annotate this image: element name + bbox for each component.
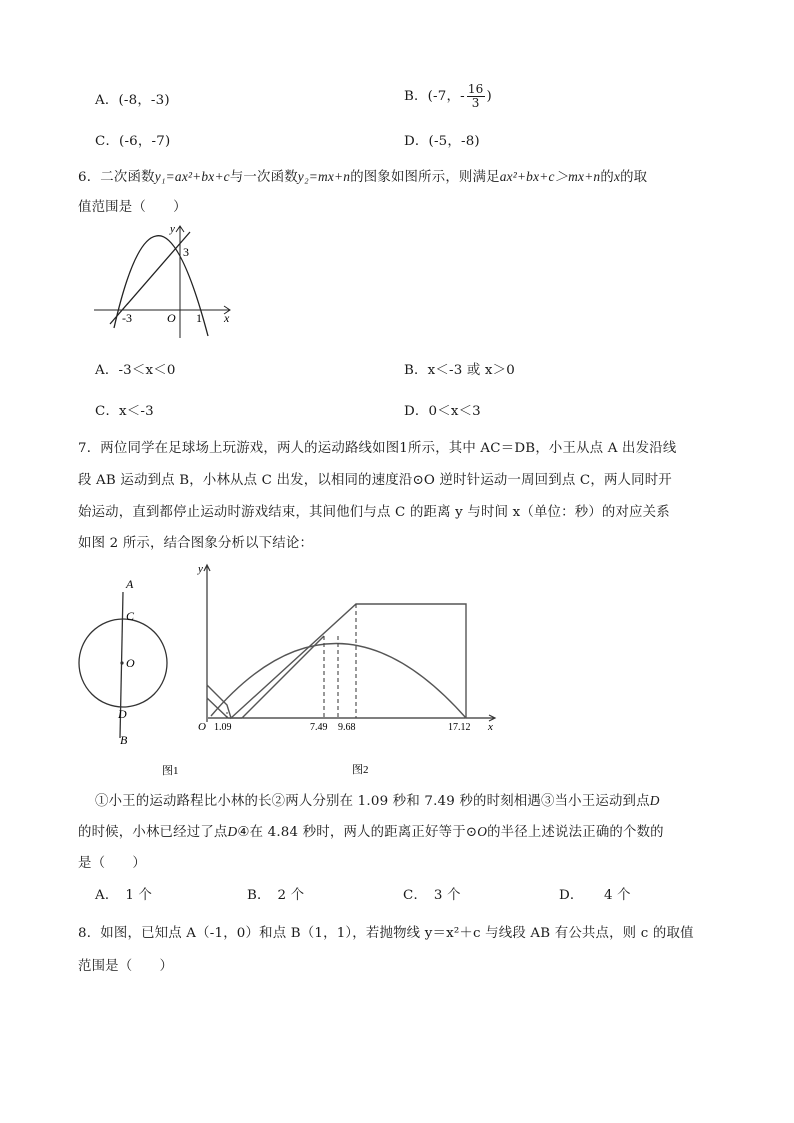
tick-label-17-12: 17.12 [448, 722, 471, 733]
point-d-label: D [649, 793, 660, 808]
q6-formula-y1: y₁=ax²+bx+c [154, 169, 230, 184]
q5-option-b-fraction [467, 83, 485, 110]
label-1: 1 [196, 311, 202, 325]
q6-option-a: A．-3＜x＜0 [95, 363, 176, 378]
q6-text: 与一次函数 [229, 170, 298, 185]
q7-stem-line3: 始运动，直到都停止运动时游戏结束，其间他们与点 C 的距离 y 与时间 x（单位：秒）的对应关系 [78, 505, 670, 520]
q6-text: 的取 [620, 170, 648, 185]
q6-text: 6．二次函数 [78, 170, 155, 185]
q7-figure2 [190, 560, 500, 778]
fraction-denominator: 3 [471, 96, 480, 110]
fraction-numerator: 16 [467, 82, 484, 96]
figure1-caption: 图1 [162, 765, 179, 777]
q7-statement-line3: 是（ ） [78, 856, 146, 871]
y-axis-label: y [198, 563, 203, 575]
q7-statements-text: ④在 4.84 秒时，两人的距离正好等于⊙ [237, 825, 478, 840]
q5-option-c: C．(-6，-7) [95, 134, 171, 149]
q7-option-d: D． 4 个 [559, 888, 631, 903]
label-b: B [120, 733, 128, 747]
origin-label: O [198, 721, 206, 733]
figure2-caption: 图2 [352, 764, 369, 776]
origin-label: O [167, 311, 176, 325]
label-3: 3 [183, 245, 189, 259]
q5-option-b-prefix: B．(-7，- [404, 89, 465, 104]
q7-stem-line1: 7．两位同学在足球场上玩游戏，两人的运动路线如图1所示，其中 AC＝DB，小王从点 A 出发沿线 [78, 441, 677, 456]
q6-option-d: D．0＜x＜3 [404, 404, 481, 419]
tick-label-7-49: 7.49 [310, 722, 328, 733]
q5-option-b [404, 83, 492, 110]
q6-option-b: B．x＜-3 或 x＞0 [404, 363, 515, 378]
label-c: C [126, 609, 135, 623]
q6-stem-line1 [78, 166, 647, 185]
wang-distance-line [207, 604, 466, 718]
lin-rise-line [242, 636, 324, 718]
q5-option-b-suffix: ) [486, 89, 492, 104]
q7-stem-line2: 段 AB 运动到点 B，小林从点 C 出发，以相同的速度沿⊙O 逆时针运动一周回到点 C，两人同时开 [78, 473, 672, 488]
q5-option-d: D．(-5，-8) [404, 134, 480, 149]
q6-stem-line2: 值范围是（ ） [78, 200, 187, 215]
x-axis-label: x [224, 311, 230, 325]
q7-statements-text: 的半径上述说法正确的个数的 [487, 825, 664, 840]
q6-inequality: ax²+bx+c＞mx+n [499, 169, 601, 184]
center-point [120, 661, 123, 664]
q6-option-c: C．x＜-3 [95, 404, 154, 419]
q7-option-c: C． 3 个 [403, 888, 461, 903]
q5-option-a: A．(-8，-3) [95, 93, 170, 108]
q6-graph [90, 220, 240, 346]
q8-stem-line2: 范围是（ ） [78, 959, 174, 974]
q7-statements-text: 的时候，小林已经过了点 [78, 825, 228, 840]
point-d-label: D [227, 824, 238, 839]
label-o: O [126, 656, 135, 670]
q6-text: 的图象如图所示，则满足 [350, 170, 500, 185]
q6-text: 的 [600, 170, 614, 185]
q7-option-a: A． 1 个 [95, 888, 153, 903]
q6-formula-y2: y₂=mx+n [297, 169, 351, 184]
q7-statement-line2 [78, 821, 664, 840]
q7-statements-text: ①小王的运动路程比小林的长②两人分别在 1.09 秒和 7.49 秒的时刻相遇③当小王运动到点 [95, 794, 650, 809]
q8-stem-line1: 8．如图，已知点 A（-1，0）和点 B（1，1），若抛物线 y＝x²＋c 与线段 AB 有公共点，则 c 的取值 [78, 926, 694, 941]
q7-option-b: B． 2 个 [247, 888, 305, 903]
label-d: D [118, 707, 127, 721]
q6-var-x: x [613, 169, 621, 184]
q7-statement-line1 [95, 790, 660, 809]
point-o-label: O [477, 824, 488, 839]
y-axis-label: y [170, 223, 175, 235]
x-axis-label: x [488, 721, 493, 733]
label-a: A [126, 577, 134, 591]
q7-figure1 [76, 562, 179, 780]
tick-label-9-68: 9.68 [338, 722, 356, 733]
label-neg-3: -3 [122, 311, 132, 325]
tick-label-1-09: 1.09 [214, 722, 232, 733]
q7-stem-line4: 如图 2 所示，结合图象分析以下结论： [78, 536, 314, 551]
